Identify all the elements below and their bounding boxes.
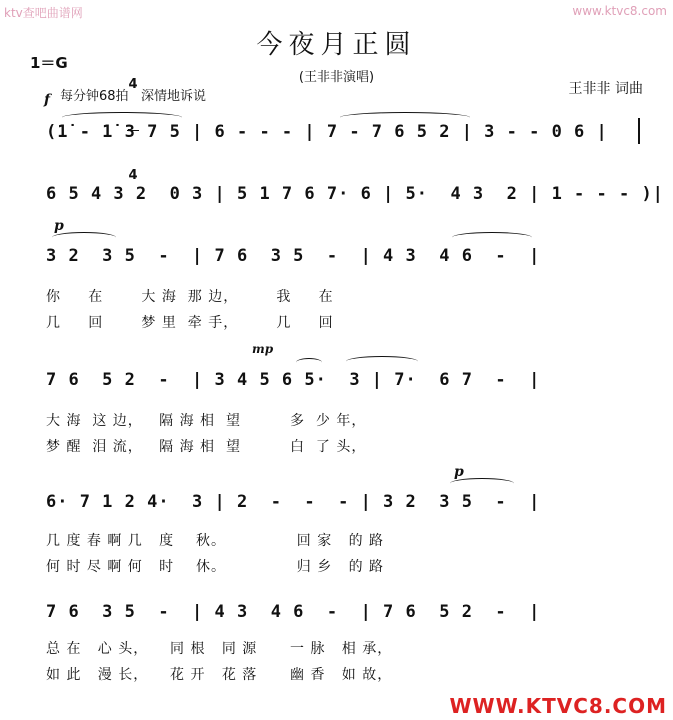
lyric-line-3-verse-2: 几 回 梦 里 牵 手， 几 回 — [46, 315, 334, 331]
score-line-3: 3 2 3 5 - | 7 6 3 5 - | 4 3 4 6 - | — [46, 246, 541, 266]
credits: 王非非 词曲 — [568, 81, 643, 97]
watermark-top-right: www.ktvc8.com — [572, 4, 667, 18]
lyric-line-3-verse-1: 你 在 大 海 那 边， 我 在 — [46, 289, 334, 305]
slur — [296, 358, 322, 367]
time-signature-top: 4 — [128, 77, 138, 92]
song-subtitle: (王非非演唱) — [298, 70, 375, 85]
score-line-2: 6 5 4 3 2 0 3 | 5 1 7 6 7· 6 | 5· 4 3 2 | 1 - - - )| — [46, 184, 664, 204]
barline — [638, 118, 640, 144]
lyric-line-4-verse-2: 梦 醒 泪 流， 隔 海 相 望 白 了 头， — [46, 439, 367, 455]
score-line-6: 7 6 3 5 - | 4 3 4 6 - | 7 6 5 2 - | — [46, 602, 541, 622]
slur — [450, 478, 514, 489]
lyric-line-5-verse-2: 何 时 尽 啊 何 时 休。 归 乡 的 路 — [46, 559, 385, 575]
slur — [452, 232, 532, 243]
dynamic-piano: p — [54, 218, 64, 234]
dynamic-forte: f — [44, 92, 51, 108]
key-signature: 1＝G — [30, 54, 68, 72]
time-signature-bottom: 4 — [128, 168, 138, 183]
score-line-1: (1̇ - 1̇ 3 7 5 | 6 - - - | 7 - 7 6 5 2 | 3 - - 0 6 | — [46, 122, 608, 142]
score-line-4: 7 6 5 2 - | 3 4 5 6 5· 3 | 7· 6 7 - | — [46, 370, 541, 390]
lyric-line-5-verse-1: 几 度 春 啊 几 度 秋。 回 家 的 路 — [46, 533, 385, 549]
watermark-bottom: WWW.KTVC8.COM — [449, 694, 667, 718]
lyric-line-6-verse-2: 如 此 漫 长， 花 开 花 落 幽 香 如 故， — [46, 667, 393, 683]
dynamic-piano: p — [454, 464, 464, 480]
tempo-marking: 每分钟68拍 深情地诉说 — [60, 89, 206, 104]
dynamic-mezzo-piano: mp — [252, 342, 274, 356]
lyric-line-6-verse-1: 总 在 心 头， 同 根 同 源 一 脉 相 承， — [46, 641, 393, 657]
song-title: 今夜月正圆 — [256, 30, 417, 60]
watermark-top-left: ktv查吧曲谱网 — [4, 6, 83, 20]
slur — [346, 356, 418, 367]
lyric-line-4-verse-1: 大 海 这 边， 隔 海 相 望 多 少 年， — [46, 413, 367, 429]
score-line-5: 6· 7 1 2 4· 3 | 2 - - - | 3 2 3 5 - | — [46, 492, 541, 512]
slur — [52, 232, 116, 243]
